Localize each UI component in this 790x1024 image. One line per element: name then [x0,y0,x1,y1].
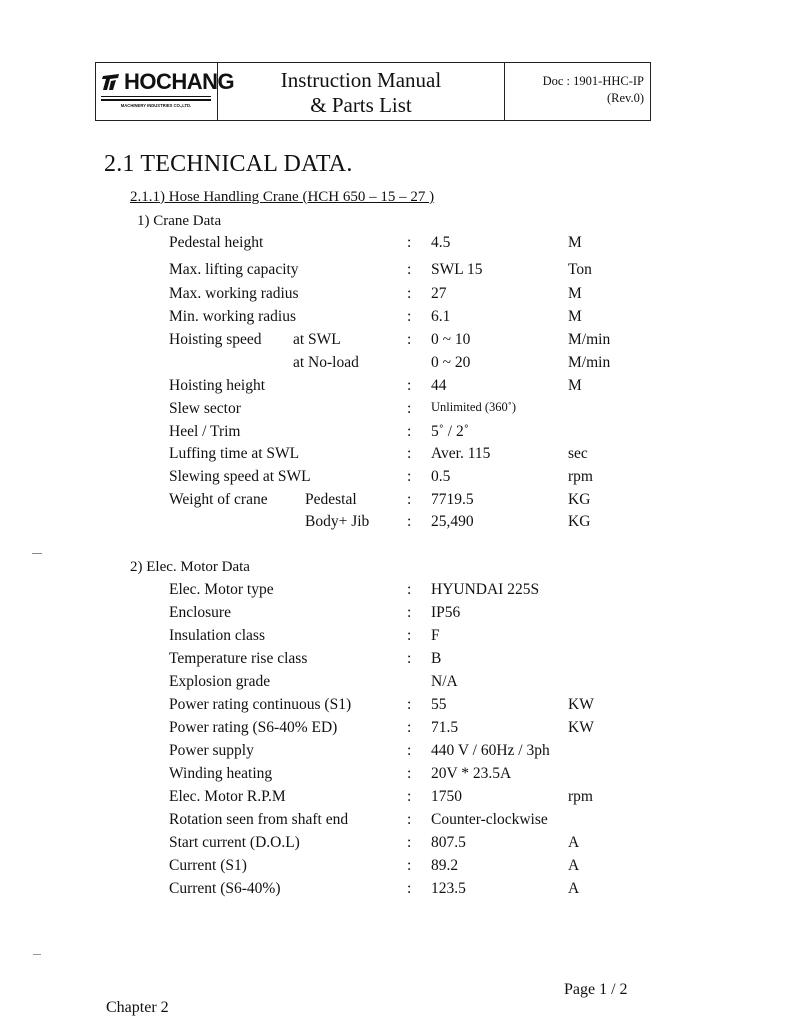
spec-sublabel: at SWL [293,331,341,348]
spec-label: Hoisting speed [169,331,262,348]
spec-unit: rpm [568,788,593,805]
spec-value: 25,490 [431,513,474,530]
spec-sublabel: at No-load [293,354,359,371]
spec-label: Elec. Motor type [169,581,274,598]
spec-value: 0.5 [431,468,451,485]
spec-unit: A [568,880,580,897]
spec-value: 89.2 [431,857,459,874]
spec-separator: : [407,423,412,440]
spec-label: Start current (D.O.L) [169,834,300,851]
spec-separator: : [407,285,412,302]
spec-label: Max. working radius [169,285,299,302]
spec-value: 27 [431,285,447,302]
spec-unit: KG [568,513,591,530]
spec-separator: : [407,742,412,759]
spec-separator: : [407,377,412,394]
spec-value: 4.5 [431,234,451,251]
spec-separator: : [407,468,412,485]
spec-label: Max. lifting capacity [169,261,299,278]
spec-separator: : [407,234,412,251]
spec-value: 71.5 [431,719,459,736]
scan-speck [32,553,42,554]
spec-separator: : [407,788,412,805]
spec-unit: KW [568,696,594,713]
spec-sublabel: Pedestal [305,491,357,508]
spec-separator: : [407,765,412,782]
company-logo [96,63,235,120]
title-line-2: & Parts List [310,93,412,117]
spec-separator: : [407,308,412,325]
spec-value: 5˚ / 2˚ [431,423,469,440]
spec-label: Enclosure [169,604,231,621]
spec-unit: A [568,834,580,851]
spec-unit: KG [568,491,591,508]
doc-number-line: Doc : 1901-HHC-IP [542,74,644,88]
spec-separator: : [407,627,412,644]
revision-line: (Rev.0) [606,91,644,105]
spec-value: Aver. 115 [431,445,491,462]
spec-separator: : [407,331,412,348]
spec-value: IP56 [431,604,461,621]
spec-value: 7719.5 [431,491,474,508]
spec-label: Winding heating [169,765,273,782]
spec-label: Slewing speed at SWL [169,468,311,485]
spec-label: Insulation class [169,627,265,644]
spec-value: 20V * 23.5A [431,765,512,782]
spec-separator: : [407,491,412,508]
spec-unit: M [568,285,582,302]
spec-value: 123.5 [431,880,466,897]
spec-label: Temperature rise class [169,650,308,667]
spec-label: Rotation seen from shaft end [169,811,349,828]
spec-label: Min. working radius [169,308,297,325]
spec-separator: : [407,650,412,667]
spec-value: Unlimited (360˚) [431,400,517,414]
crane-data-heading: 1) Crane Data [137,213,222,229]
spec-value: 440 V / 60Hz / 3ph [431,742,550,759]
spec-label: Explosion grade [169,673,271,690]
spec-separator: : [407,696,412,713]
spec-label: Power rating (S6-40% ED) [169,719,338,736]
spec-value: 6.1 [431,308,451,325]
spec-unit: sec [568,445,588,462]
spec-label: Elec. Motor R.P.M [169,788,286,805]
logo-text: HOCHANG [124,69,235,94]
spec-unit: A [568,857,580,874]
spec-sublabel: Body+ Jib [305,513,370,530]
spec-unit: M/min [568,354,611,371]
spec-unit: M [568,308,582,325]
spec-unit: KW [568,719,594,736]
spec-separator: : [407,880,412,897]
document-header [95,62,651,121]
spec-separator: : [407,581,412,598]
title-line-1: Instruction Manual [280,68,442,92]
spec-value: B [431,650,442,667]
motor-data-heading: 2) Elec. Motor Data [130,559,250,575]
page-number: Page 1 / 2 [564,981,628,998]
spec-value: 55 [431,696,447,713]
scan-speck [33,954,41,955]
spec-label: Power rating continuous (S1) [169,696,352,713]
spec-unit: M [568,377,582,394]
spec-value: 0 ~ 10 [431,331,471,348]
spec-unit: rpm [568,468,593,485]
spec-value: Counter-clockwise [431,811,548,828]
spec-value: F [431,627,440,644]
spec-separator: : [407,445,412,462]
spec-unit: Ton [568,261,592,278]
spec-label: Slew sector [169,400,241,417]
spec-separator: : [407,811,412,828]
document-title [218,63,505,120]
subsection-title: 2.1.1) Hose Handling Crane (HCH 650 – 15 – 27 ) [130,189,435,205]
spec-separator: : [407,834,412,851]
spec-label: Pedestal height [169,234,264,251]
section-title: 2.1 TECHNICAL DATA. [104,151,353,177]
doc-number [505,63,650,120]
spec-label: Hoisting height [169,377,266,394]
spec-value: 44 [431,377,447,394]
chapter-label: Chapter 2 [106,999,169,1016]
spec-value: N/A [431,673,458,690]
spec-value: SWL 15 [431,261,483,278]
spec-separator: : [407,604,412,621]
logo-subtitle: MACHINERY INDUSTRIES CO.,LTD. [101,99,211,108]
spec-label: Weight of crane [169,491,268,508]
spec-separator: : [407,513,412,530]
hochang-logo-icon [101,72,121,92]
spec-label: Current (S1) [169,857,247,874]
spec-value: 0 ~ 20 [431,354,471,371]
spec-label: Power supply [169,742,254,759]
spec-value: 807.5 [431,834,466,851]
spec-separator: : [407,857,412,874]
spec-separator: : [407,719,412,736]
spec-value: 1750 [431,788,462,805]
spec-unit: M/min [568,331,611,348]
spec-label: Heel / Trim [169,423,241,440]
spec-separator: : [407,400,412,417]
spec-label: Luffing time at SWL [169,445,300,462]
spec-value: HYUNDAI 225S [431,581,540,598]
spec-label: Current (S6-40%) [169,880,281,897]
spec-unit: M [568,234,582,251]
spec-separator: : [407,261,412,278]
